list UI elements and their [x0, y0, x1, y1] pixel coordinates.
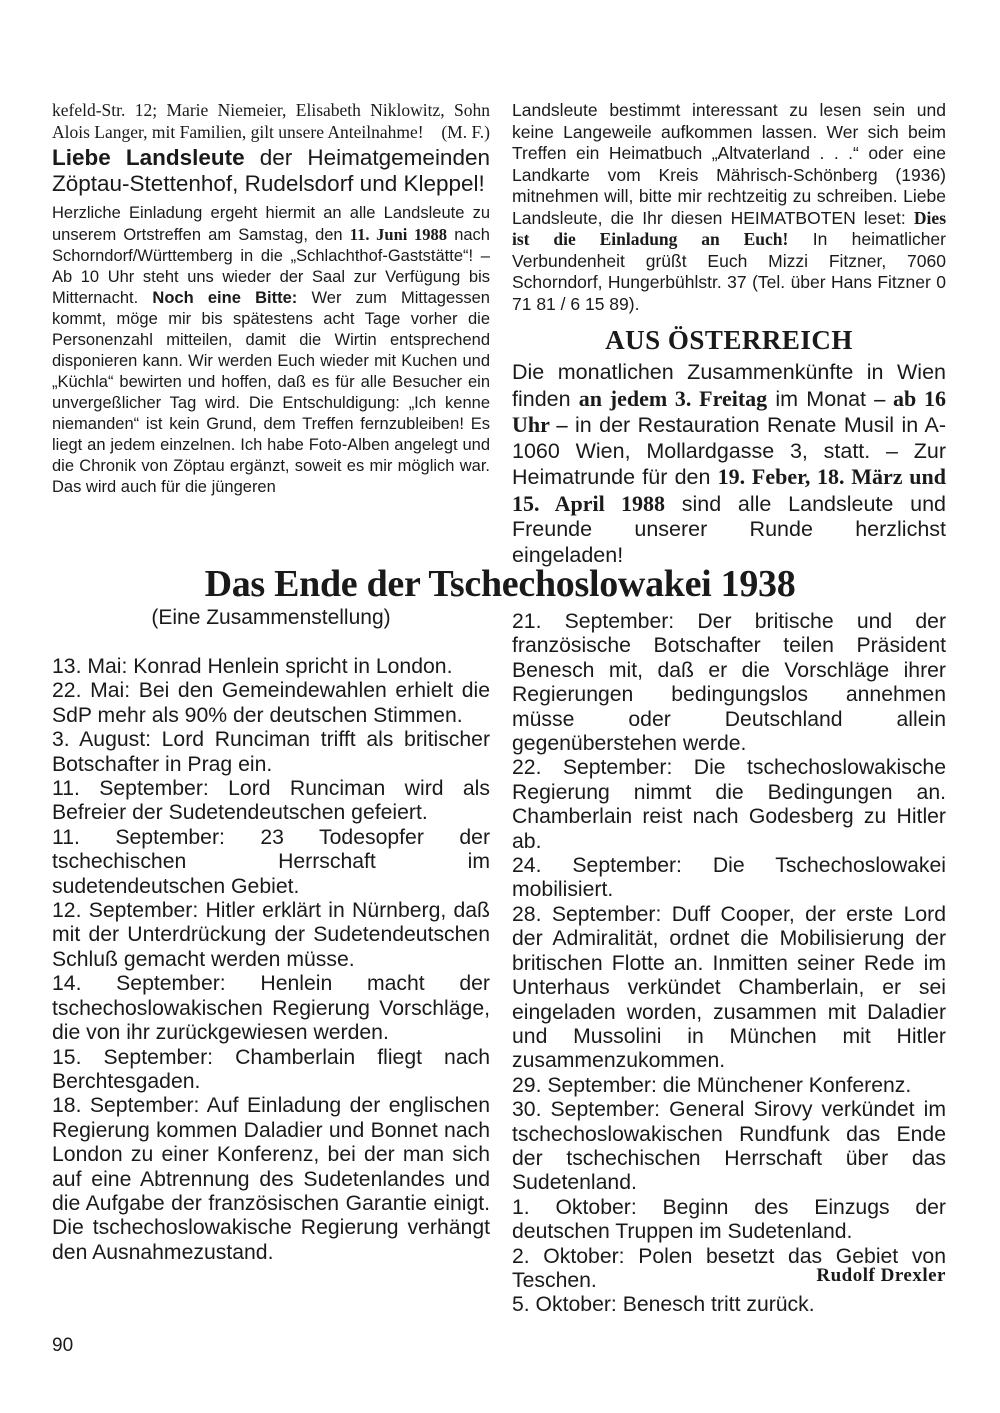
austria-bold-1: an jedem 3. Freitag	[578, 385, 768, 411]
invitation-date: 11. Juni 1988	[349, 225, 448, 244]
chronology-entry: 22. Mai: Bei den Gemeindewahlen erhielt die SdP mehr als 90% der deutschen Stimmen.	[52, 679, 490, 727]
condolence-paragraph	[52, 100, 490, 143]
chronology-entry: 3. August: Lord Runciman trifft als britischer Botschafter in Prag ein.	[52, 728, 490, 776]
chronology-entry: 18. September: Auf Einladung der englischen Regierung kommen Daladier und Bonnet nach London zu einer Konferenz, bei der man sich auf eine Abtrennung des Sudetenlandes und die Aufgabe der französischen Garantie einigt. Die tschechoslowakische Regierung verhängt den Ausnahmezustand.	[52, 1094, 490, 1264]
austria-bold-3: 19. Feber, 18. März und 15. April 1988	[512, 464, 946, 516]
page-number: 90	[52, 1335, 74, 1356]
chronology-entry: 13. Mai: Konrad Henlein spricht in London.	[52, 655, 453, 678]
chronology-entry: 1. Oktober: Beginn des Einzugs der deutschen Truppen im Sudetenland.	[512, 1195, 946, 1244]
chronology-entry: 24. September: Die Tschechoslowakei mobilisiert.	[512, 854, 946, 902]
austria-text-1: Die monatlichen Zusammenkünfte in Wien finden	[512, 360, 946, 411]
article-author: Rudolf Drexler	[816, 1265, 946, 1286]
chronology-entry: 2. Oktober: Polen besetzt das Gebiet von Teschen.	[512, 1244, 946, 1292]
chronology-entry: 5. Oktober: Benesch tritt zurück.	[512, 1293, 815, 1317]
chronology-entry: 29. September: die Münchener Konferenz.	[512, 1073, 912, 1097]
chronology-entry: 12. September: Hitler erklärt in Nürnberg, daß mit der Unterdrückung der Sudetendeutschen Schluß gemacht werden müsse.	[52, 899, 490, 971]
chronology-entry: 14. September: Henlein macht der tschechoslowakischen Regierung Vorschläge, die von ihr zurückgewiesen werden.	[52, 972, 490, 1045]
chronology-right-column	[512, 610, 946, 1318]
invitation-paragraph	[52, 203, 490, 498]
chronology-entry: 15. September: Chamberlain fliegt nach Berchtesgaden.	[52, 1045, 490, 1093]
austria-bold-2: – ab 16 Uhr –	[512, 385, 946, 437]
austria-text-4: sind alle Landsleute und Freunde unserer Runde herzlichst eingeladen!	[512, 491, 946, 567]
chronology-entry: 28. September: Duff Cooper, der erste Lord der Admiralität, ordnet die Mobilisierung der britischen Flotte an. Inmitten seiner Rede im Unterhaus verkündet Chamberlain, er sei eingeladen worden, zusammen mit Daladier und Mussolini in München mit Hitler zusammenzukommen.	[512, 902, 946, 1073]
chronology-left-column	[52, 655, 490, 1265]
chronology-entry: 21. September: Der britische und der französische Botschafter teilen Präsident Benesch mit, daß er die Vorschläge ihrer Regierungen bedingungslos annehmen müsse oder Deutschland allein gegenüberstehen werde.	[512, 610, 946, 756]
top-right-column	[512, 100, 946, 315]
chronology-entry: 11. September: 23 Todesopfer der tschechischen Herrschaft im sudetendeutschen Gebiet.	[52, 825, 490, 898]
chronology-entry: 11. September: Lord Runciman wird als Befreier der Sudetendeutschen gefeiert.	[52, 777, 490, 825]
condolence-text: kefeld-Str. 12; Marie Niemeier, Elisabeth Niklowitz, Sohn Alois Langer, mit Familien, gilt unsere Anteilnahme!	[52, 100, 490, 142]
landsleute-heading-bold: Liebe Landsleute	[52, 145, 245, 170]
heimatbuch-paragraph	[512, 100, 946, 315]
request-label: Noch eine Bitte:	[152, 289, 298, 307]
austria-text-3: in der Restauration Renate Musil in A-1060 Wien, Mollardgasse 3, statt. – Zur Heimatrunde für den	[512, 413, 946, 489]
landsleute-heading-rest: der Heimatgemeinden Zöptau-Stettenhof, Rudelsdorf und Kleppel!	[52, 145, 490, 196]
chronology-entry: 30. September: General Sirovy verkündet im tschechoslowakischen Rundfunk das Ende der tschechischen Herrschaft über das Sudetenland.	[512, 1098, 946, 1195]
invitation-post: Wer zum Mittagessen kommt, möge mir bis spätestens acht Tage vorher die Personenzahl mitteilen, damit die Wirtin entsprechend disponieren kann. Wir werden Euch wieder mit Kuchen und „Küchla“ bewirten und hoffen, daß es für alle Besucher ein unvergeßlicher Tag wird. Die Entschuldigung: „Ich kenne niemanden“ ist kein Grund, dem Treffen fernzubleiben! Es liegt an jedem einzelnen. Ich habe Foto-Alben angelegt und die Chronik von Zöptau ergänzt, soweit es mir möglich war. Das wird auch für die jüngeren	[52, 289, 490, 496]
austria-heading: AUS ÖSTERREICH	[605, 325, 853, 355]
article-subtitle: (Eine Zusammenstellung)	[151, 606, 391, 629]
austria-paragraph	[512, 360, 946, 568]
invitation-pre: Herzliche Einladung ergeht hiermit an alle Landsleute zu unserem Ortstreffen am Samstag, den	[52, 204, 490, 244]
austria-text-2: im Monat	[767, 386, 875, 411]
heimatbuch-pre: Landsleute bestimmt interessant zu lesen sein und keine Langeweile aufkommen lassen. Wer sich beim Treffen ein Heimatbuch „Altvaterland . . .“ oder eine Landkarte vom Kreis Mährisch-Schönberg (1936) mitnehmen will, bitte mir rechtzeitig zu schreiben. Liebe Landsleute, die Ihr diesen HEIMATBOTEN leset:	[512, 100, 946, 228]
landsleute-heading	[52, 145, 490, 197]
chronology-entry: 22. September: Die tschechoslowakische Regierung nimmt die Bedingungen an. Chamberlain reist nach Godesberg zu Hitler ab.	[512, 756, 946, 853]
article-title: Das Ende der Tschechoslowakei 1938	[204, 563, 796, 605]
condolence-signature: (M. F.)	[441, 121, 490, 142]
einladung-bold: Dies ist die Einladung an Euch!	[512, 207, 946, 249]
invitation-mid: nach Schorndorf/Württemberg in die „Schlachthof-Gaststätte“! – Ab 10 Uhr steht uns wieder der Saal zur Verfügung bis Mitternacht.	[52, 226, 490, 307]
top-left-column	[52, 100, 490, 498]
heimatbuch-post: In heimatlicher Verbundenheit grüßt Euch Mizzi Fitzner, 7060 Schorndorf, Hungerbühlstr. 37 (Tel. über Hans Fitzner 0 71 81 / 6 15 89).	[512, 229, 946, 314]
